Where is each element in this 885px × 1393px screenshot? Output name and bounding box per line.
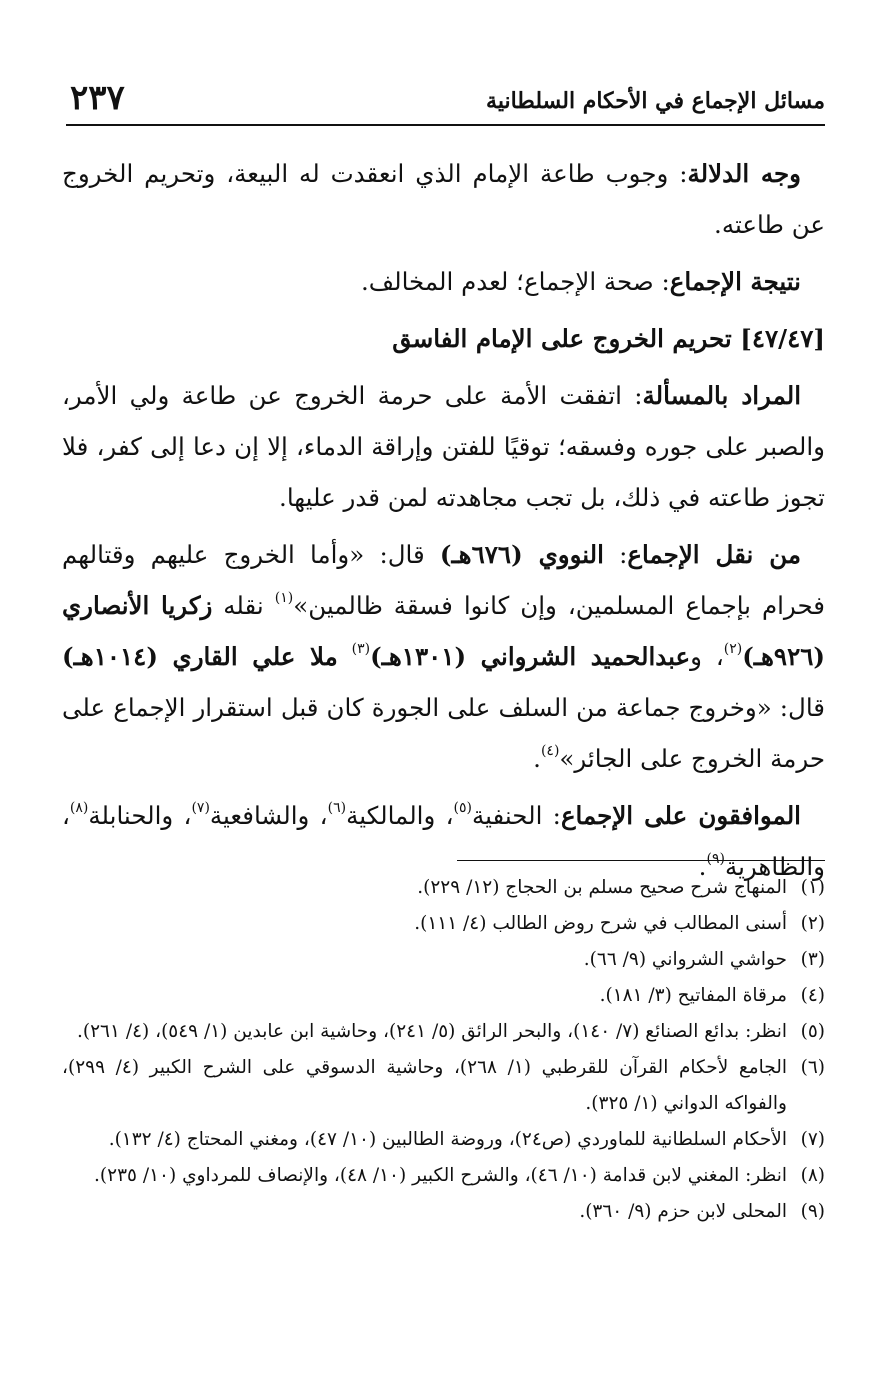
footnote-divider [457, 860, 825, 861]
footnote-number: (٦) [800, 1057, 825, 1078]
footnotes [62, 870, 825, 1230]
school-zahiri: ، والظاهرية [62, 801, 825, 881]
footnote-ref-4[interactable]: (٤) [540, 743, 560, 759]
school-shafii: ، والشافعية [209, 801, 328, 830]
footnote-number: (٣) [800, 949, 825, 970]
footnote-ref-8[interactable]: (٨) [69, 800, 89, 816]
footnote-text: انظر: بدائع الصنائع (٧/ ١٤٠)، والبحر الرائق (٥/ ٢٤١)، وحاشية ابن عابدين (١/ ٥٤٩)، (٤/ ٢٦١). [77, 1021, 787, 1042]
footnote [62, 870, 825, 906]
footnote [62, 1050, 825, 1122]
footnote-ref-1[interactable]: (١) [274, 590, 294, 606]
label-consensus-transmitters: من نقل الإجماع [627, 540, 802, 569]
footnote-text: الأحكام السلطانية للماوردي (ص٢٤)، وروضة الطالبين (١٠/ ٤٧)، ومغني المحتاج (٤/ ١٣٢). [108, 1129, 787, 1150]
footnote-number: (٧) [800, 1129, 825, 1150]
footnote-ref-7[interactable]: (٧) [191, 800, 210, 816]
footnote-number: (٥) [800, 1021, 825, 1042]
footnote-number: (٨) [800, 1165, 825, 1186]
section-title: [٤٧/٤٧] تحريم الخروج على الإمام الفاسق [392, 324, 825, 353]
main-text [62, 148, 825, 898]
consensus-result-text: صحة الإجماع؛ لعدم المخالف. [360, 267, 654, 296]
footnote-number: (٢) [800, 913, 825, 934]
footnote [62, 942, 825, 978]
footnote-text: حواشي الشرواني (٩/ ٦٦). [583, 949, 787, 970]
footnote-number: (٤) [800, 985, 825, 1006]
footnote-ref-5[interactable]: (٥) [453, 800, 472, 816]
footnote-ref-6[interactable]: (٦) [327, 800, 347, 816]
page-number: ٢٣٧ [70, 78, 125, 118]
footnote [62, 978, 825, 1014]
footnote-number: (١) [800, 877, 825, 898]
footnote-text: المنهاج شرح صحيح مسلم بن الحجاج (١٢/ ٢٢٩). [417, 877, 787, 898]
page-header [66, 72, 825, 126]
footnote-text: أسنى المطالب في شرح روض الطالب (٤/ ١١١). [414, 913, 787, 934]
scholar-mulla-ali: ملا علي القاري (١٠١٤هـ) [62, 642, 338, 671]
footnote [62, 1194, 825, 1230]
footnote [62, 906, 825, 942]
paragraph-issue-meaning: المراد بالمسألة: اتفقت الأمة على حرمة الخروج عن طاعة ولي الأمر، والصبر على جوره وفسقه؛ توقيًا للفتن وإراقة الدماء، إلا إن دعا إلى كفر، فلا تجوز طاعته في ذلك، بل تجب مجاهدته لمن قدر عليها. [62, 381, 825, 512]
school-hanbali: ، والحنابلة [88, 801, 192, 830]
label-agreeing-schools: الموافقون على الإجماع [560, 801, 801, 830]
footnote-ref-3[interactable]: (٣) [351, 641, 371, 657]
paragraph-consensus-result: نتيجة الإجماع: صحة الإجماع؛ لعدم المخالف. [360, 267, 801, 296]
footnote-text: المحلى لابن حزم (٩/ ٣٦٠). [579, 1201, 787, 1222]
running-title: مسائل الإجماع في الأحكام السلطانية [486, 88, 825, 114]
quote-mulla-ali: قال: «وخروج جماعة من السلف على الجورة كان قبل استقرار الإجماع على حرمة الخروج على الجائر» [62, 693, 825, 773]
footnote [62, 1014, 825, 1050]
paragraph-indication: وجه الدلالة: وجوب طاعة الإمام الذي انعقدت له البيعة، وتحريم الخروج عن طاعته. [62, 159, 825, 239]
footnote-text: مرقاة المفاتيح (٣/ ١٨١). [599, 985, 787, 1006]
footnote [62, 1158, 825, 1194]
footnote-ref-2[interactable]: (٢) [723, 641, 743, 657]
issue-meaning-text: اتفقت الأمة على حرمة الخروج عن طاعة ولي الأمر، والصبر على جوره وفسقه؛ توقيًا للفتن وإراقة الدماء، إلا إن دعا إلى كفر، فلا تجوز طاعته في ذلك، بل تجب مجاهدته لمن قدر عليها. [62, 381, 825, 512]
footnote-text: الجامع لأحكام القرآن للقرطبي (١/ ٢٦٨)، وحاشية الدسوقي على الشرح الكبير (٤/ ٢٩٩)، والفواكه الدواني (١/ ٣٢٥). [62, 1057, 787, 1114]
quote-nawawi: قال: «وأما الخروج عليهم وقتالهم فحرام بإجماع المسلمين، وإن كانوا فسقة ظالمين» [62, 540, 825, 620]
scholar-shirwani: عبدالحميد الشرواني (١٣٠١هـ) [370, 642, 691, 671]
footnote-number: (٩) [800, 1201, 825, 1222]
indication-text: وجوب طاعة الإمام الذي انعقدت له البيعة، وتحريم الخروج عن طاعته. [62, 159, 825, 239]
footnote [62, 1122, 825, 1158]
footnote-ref-9[interactable]: (٩) [706, 851, 725, 867]
school-hanafi: الحنفية [471, 801, 543, 830]
label-consensus-result: نتيجة الإجماع [669, 267, 801, 296]
school-maliki: ، والمالكية [346, 801, 454, 830]
label-issue-meaning: المراد بالمسألة [642, 381, 802, 410]
paragraph-consensus-transmitters: من نقل الإجماع: النووي (٦٧٦هـ) قال: «وأما الخروج عليهم وقتالهم فحرام بإجماع المسلمين، وإن كانوا فسقة ظالمين»$^{(١)}$ نقله زكريا الأنصاري (٩٢٦هـ)$^{(٢)}$، وعبدالحميد الشرواني (١٣٠١هـ)$^{(٣)}$ ملا علي القاري (١٠١٤هـ) قال: «وخروج جماعة من السلف على الجورة كان قبل استقرار الإجماع على حرمة الخروج على الجائر»$^{(٤)}$. [62, 540, 825, 773]
paragraph-agreeing-schools: الموافقون على الإجماع: الحنفية$^{(٥)}$، والمالكية$^{(٦)}$، والشافعية$^{(٧)}$، والحنابلة$^{(٨)}$، والظاهرية$^{(٩)}$. [62, 800, 825, 881]
footnote-text: انظر: المغني لابن قدامة (١٠/ ٤٦)، والشرح الكبير (١٠/ ٤٨)، والإنصاف للمرداوي (١٠/ ٢٣٥). [94, 1165, 787, 1186]
label-indication: وجه الدلالة [687, 159, 801, 188]
scholar-nawawi: النووي (٦٧٦هـ) [439, 540, 604, 569]
scholar-zakariya: زكريا الأنصاري (٩٢٦هـ) [62, 591, 825, 671]
